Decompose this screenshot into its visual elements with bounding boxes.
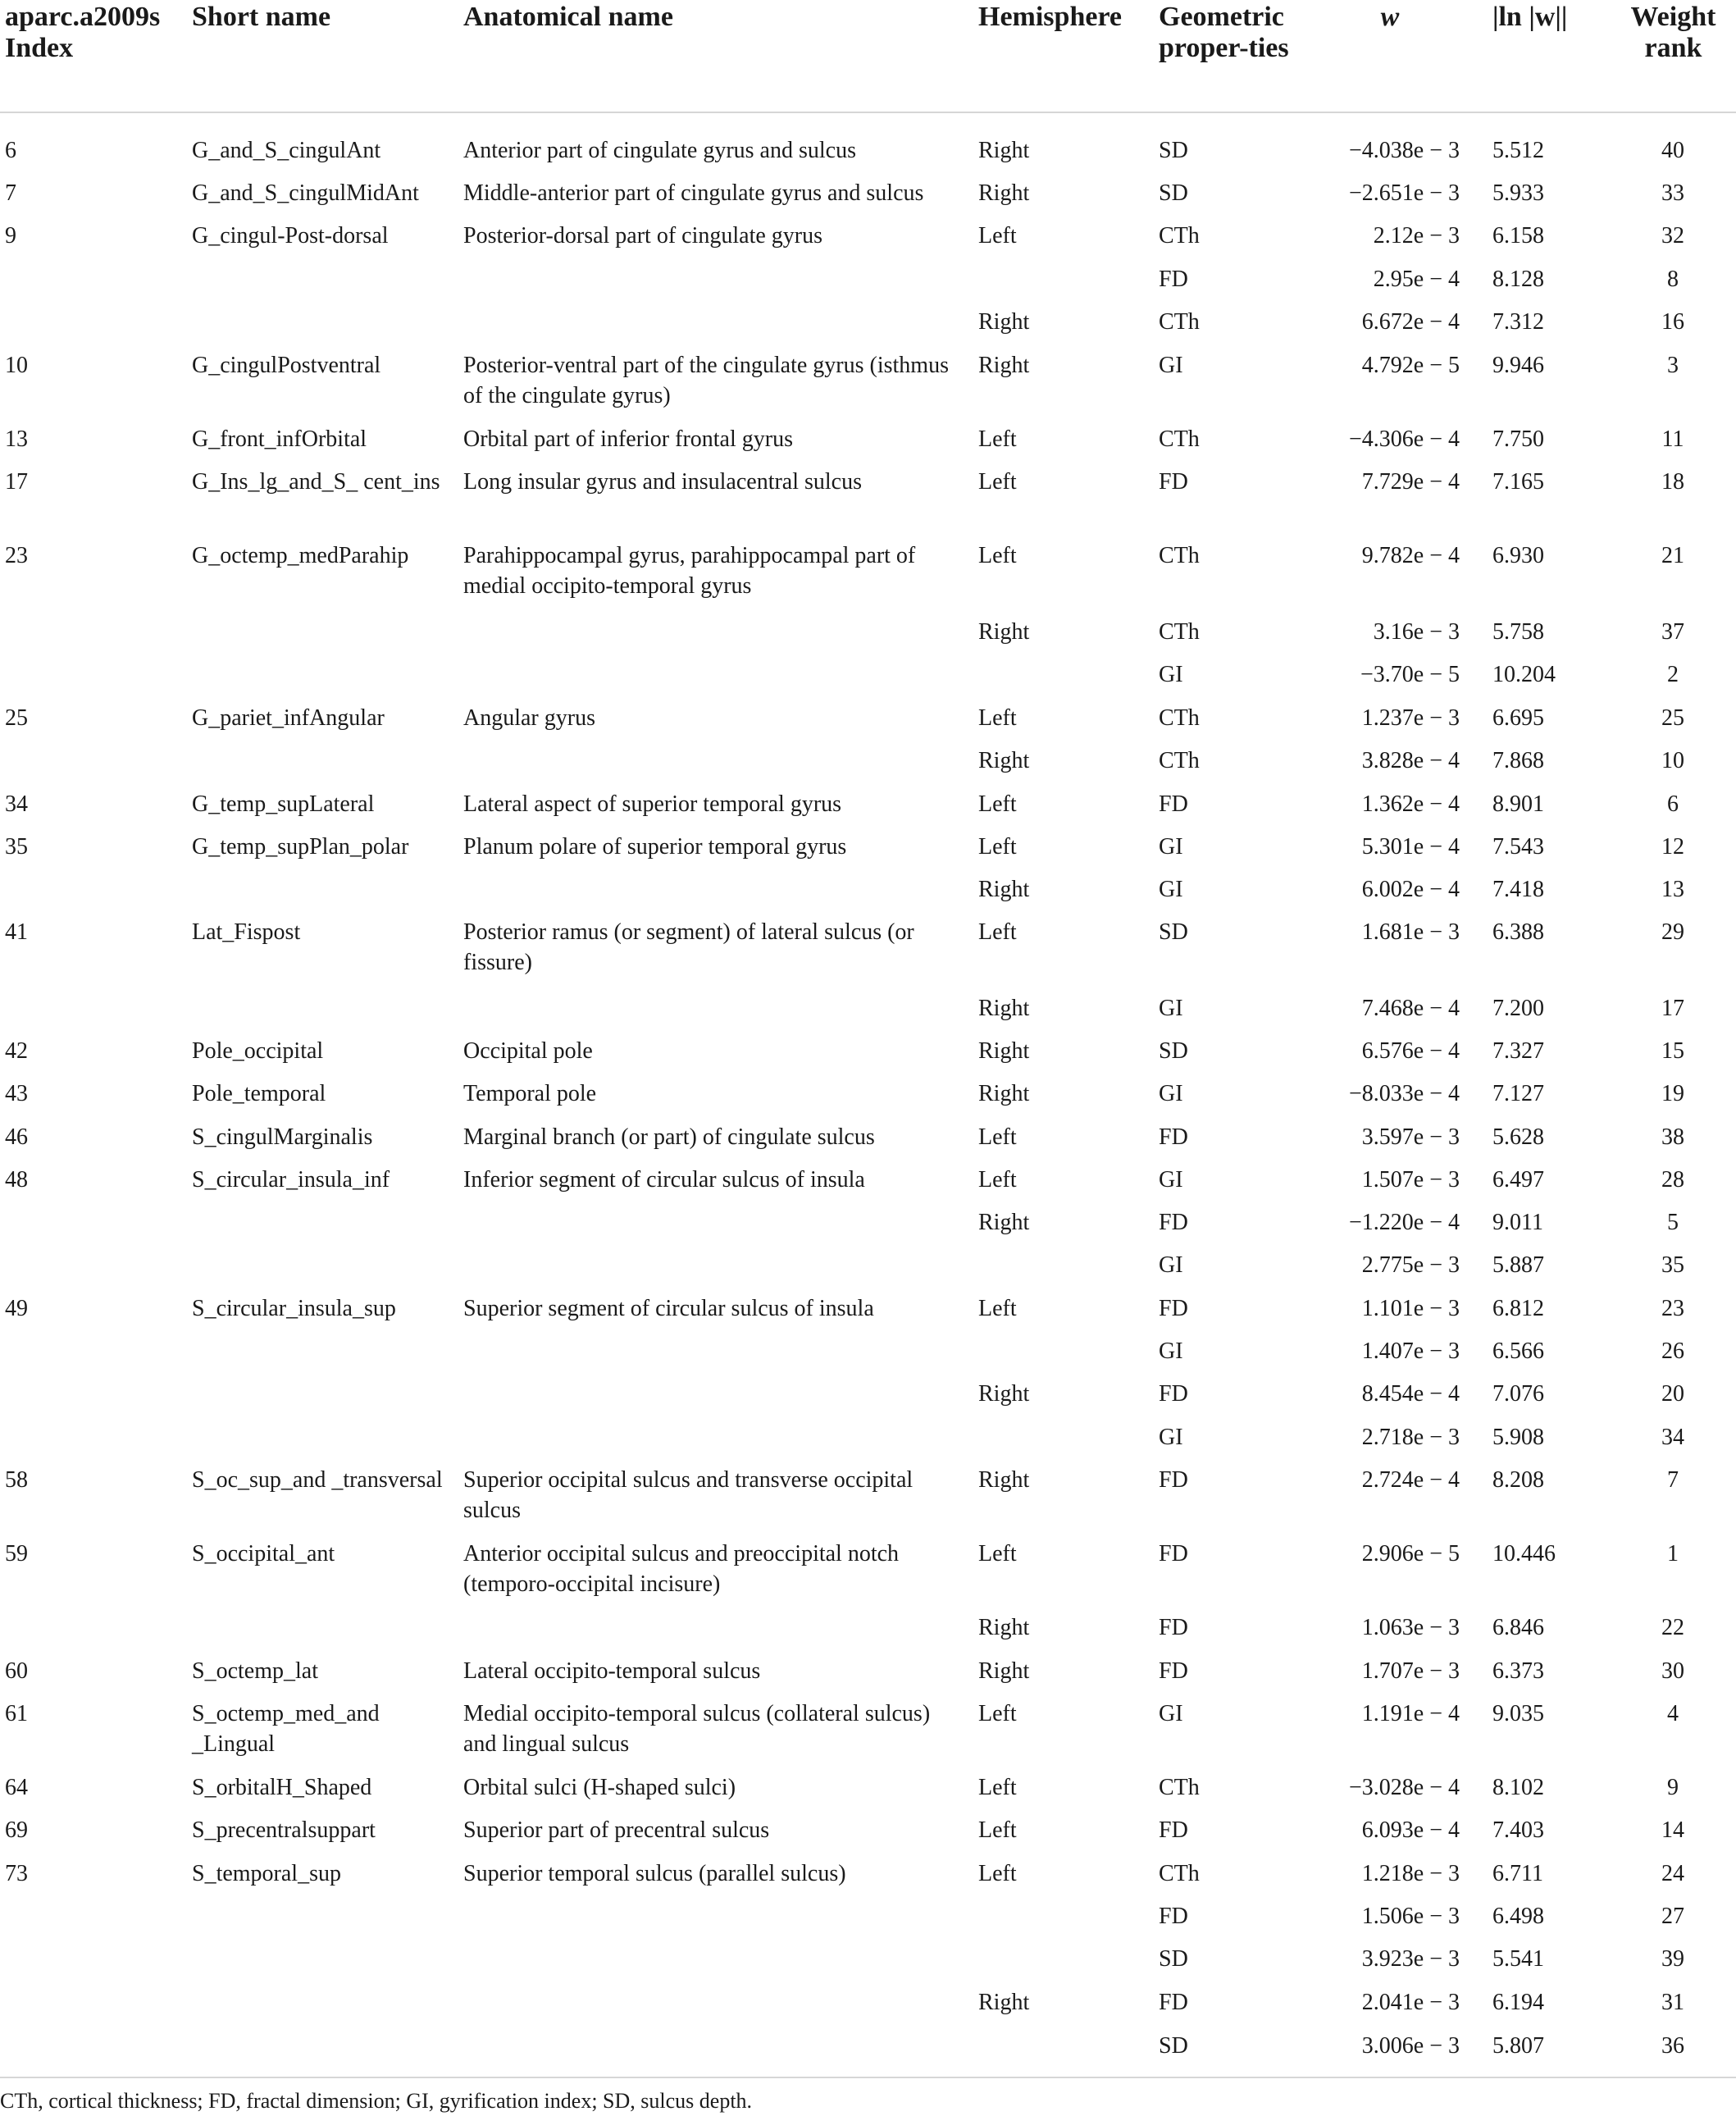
cell-short-name: S_temporal_sup <box>192 1861 341 1886</box>
cell-hemisphere: Left <box>978 469 1017 495</box>
cell-weight-rank: 18 <box>1661 469 1684 495</box>
cell-anatomical-name: Occipital pole <box>463 1038 593 1064</box>
cell-weight-rank: 21 <box>1661 543 1684 568</box>
cell-w: 1.101e − 3 <box>1361 1296 1460 1321</box>
cell-anatomical-name: Orbital sulci (H-shaped sulci) <box>463 1775 736 1800</box>
cell-ln-w: 6.388 <box>1492 919 1544 945</box>
cell-ln-w: 7.165 <box>1492 469 1544 495</box>
cell-geometric-property: FD <box>1159 1467 1188 1493</box>
cell-weight-rank: 12 <box>1661 834 1684 860</box>
cell-hemisphere: Right <box>978 180 1030 206</box>
cell-hemisphere: Right <box>978 138 1030 163</box>
cell-index: 23 <box>5 543 28 568</box>
cell-weight-rank: 24 <box>1661 1861 1684 1886</box>
cell-hemisphere: Right <box>978 353 1030 378</box>
cell-anatomical-name: Marginal branch (or part) of cingulate sulcus <box>463 1124 875 1150</box>
cell-w: 6.093e − 4 <box>1361 1817 1460 1843</box>
cell-anatomical-name: Posterior ramus (or segment) of lateral sulcus (or fissure) <box>463 919 914 975</box>
cell-hemisphere: Left <box>978 705 1017 731</box>
cell-ln-w: 7.200 <box>1492 996 1544 1021</box>
cell-short-name: G_pariet_infAngular <box>192 705 385 731</box>
header-short-name: Short name <box>192 2 331 32</box>
cell-geometric-property: CTh <box>1159 1861 1200 1886</box>
cell-short-name: S_oc_sup_and _transversal <box>192 1467 443 1493</box>
cell-hemisphere: Left <box>978 1296 1017 1321</box>
cell-weight-rank: 16 <box>1661 309 1684 335</box>
cell-w: −8.033e − 4 <box>1348 1081 1460 1106</box>
cell-w: 2.12e − 3 <box>1373 223 1460 249</box>
cell-w: 3.006e − 3 <box>1361 2033 1460 2059</box>
cell-ln-w: 7.418 <box>1492 877 1544 902</box>
cell-index: 7 <box>5 180 16 206</box>
cell-geometric-property: CTh <box>1159 619 1200 645</box>
cell-hemisphere: Left <box>978 543 1017 568</box>
cell-anatomical-name: Planum polare of superior temporal gyrus <box>463 834 847 860</box>
cell-ln-w: 6.373 <box>1492 1658 1544 1684</box>
cell-hemisphere: Right <box>978 1615 1030 1640</box>
cell-geometric-property: CTh <box>1159 223 1200 249</box>
cell-weight-rank: 15 <box>1661 1038 1684 1064</box>
cell-geometric-property: GI <box>1159 1167 1183 1193</box>
cell-hemisphere: Left <box>978 1817 1017 1843</box>
cell-geometric-property: FD <box>1159 1296 1188 1321</box>
cell-geometric-property: CTh <box>1159 426 1200 452</box>
cell-weight-rank: 10 <box>1661 748 1684 773</box>
cell-index: 25 <box>5 705 28 731</box>
header-weight-rank: Weight rank <box>1630 2 1716 63</box>
table-bottom-rule <box>0 2077 1736 2078</box>
cell-short-name: S_circular_insula_inf <box>192 1167 390 1193</box>
cell-hemisphere: Left <box>978 834 1017 860</box>
cell-short-name: Pole_occipital <box>192 1038 324 1064</box>
cell-short-name: S_octemp_lat <box>192 1658 318 1684</box>
cell-w: 7.468e − 4 <box>1361 996 1460 1021</box>
cell-index: 48 <box>5 1167 28 1193</box>
cell-ln-w: 9.011 <box>1492 1210 1543 1235</box>
cell-geometric-property: FD <box>1159 1615 1188 1640</box>
cell-w: −3.70e − 5 <box>1360 662 1460 687</box>
cell-anatomical-name: Orbital part of inferior frontal gyrus <box>463 426 793 452</box>
cell-geometric-property: GI <box>1159 996 1183 1021</box>
cell-short-name: G_cingulPostventral <box>192 353 381 378</box>
cell-hemisphere: Right <box>978 1038 1030 1064</box>
header-index: aparc.a2009s Index <box>5 2 161 63</box>
cell-ln-w: 8.901 <box>1492 791 1544 817</box>
cell-hemisphere: Right <box>978 1210 1030 1235</box>
cell-index: 41 <box>5 919 28 945</box>
cell-ln-w: 6.194 <box>1492 1990 1544 2015</box>
cell-hemisphere: Right <box>978 619 1030 645</box>
cell-geometric-property: FD <box>1159 1541 1188 1566</box>
cell-w: 2.775e − 3 <box>1361 1252 1460 1278</box>
cell-w: 3.597e − 3 <box>1361 1124 1460 1150</box>
cell-weight-rank: 8 <box>1667 267 1679 292</box>
cell-short-name: G_Ins_lg_and_S_ cent_ins <box>192 469 440 495</box>
cell-geometric-property: SD <box>1159 919 1188 945</box>
cell-ln-w: 5.512 <box>1492 138 1544 163</box>
cell-ln-w: 5.887 <box>1492 1252 1544 1278</box>
cell-w: 3.16e − 3 <box>1373 619 1460 645</box>
cell-w: 3.828e − 4 <box>1361 748 1460 773</box>
cell-hemisphere: Left <box>978 1775 1017 1800</box>
cell-hemisphere: Right <box>978 1467 1030 1493</box>
cell-geometric-property: FD <box>1159 1124 1188 1150</box>
cell-geometric-property: FD <box>1159 791 1188 817</box>
cell-weight-rank: 14 <box>1661 1817 1684 1843</box>
cell-anatomical-name: Middle-anterior part of cingulate gyrus and sulcus <box>463 180 924 206</box>
cell-geometric-property: FD <box>1159 469 1188 495</box>
cell-ln-w: 7.076 <box>1492 1381 1544 1407</box>
cell-weight-rank: 38 <box>1661 1124 1684 1150</box>
cell-w: 1.407e − 3 <box>1361 1338 1460 1364</box>
cell-hemisphere: Right <box>978 1081 1030 1106</box>
cell-weight-rank: 9 <box>1667 1775 1679 1800</box>
cell-index: 10 <box>5 353 28 378</box>
cell-weight-rank: 29 <box>1661 919 1684 945</box>
cell-ln-w: 5.933 <box>1492 180 1544 206</box>
cell-short-name: S_orbitalH_Shaped <box>192 1775 372 1800</box>
cell-short-name: S_circular_insula_sup <box>192 1296 396 1321</box>
cell-geometric-property: GI <box>1159 1252 1183 1278</box>
cell-geometric-property: GI <box>1159 1701 1183 1726</box>
cell-anatomical-name: Parahippocampal gyrus, parahippocampal part of medial occipito-temporal gyrus <box>463 543 916 599</box>
table-footnote: CTh, cortical thickness; FD, fractal dimension; GI, gyrification index; SD, sulcus depth. <box>0 2089 753 2113</box>
cell-weight-rank: 25 <box>1661 705 1684 731</box>
cell-anatomical-name: Superior occipital sulcus and transverse occipital sulcus <box>463 1467 914 1523</box>
cell-hemisphere: Left <box>978 791 1017 817</box>
cell-weight-rank: 5 <box>1667 1210 1679 1235</box>
cell-geometric-property: CTh <box>1159 748 1200 773</box>
cell-short-name: S_octemp_med_and _Lingual <box>192 1701 380 1757</box>
cell-ln-w: 7.403 <box>1492 1817 1544 1843</box>
cell-w: 2.906e − 5 <box>1361 1541 1460 1566</box>
cell-short-name: G_front_infOrbital <box>192 426 367 452</box>
cell-w: 1.063e − 3 <box>1361 1615 1460 1640</box>
cell-ln-w: 6.695 <box>1492 705 1544 731</box>
cell-ln-w: 7.750 <box>1492 426 1544 452</box>
cell-index: 64 <box>5 1775 28 1800</box>
cell-w: 9.782e − 4 <box>1361 543 1460 568</box>
cell-w: −4.306e − 4 <box>1348 426 1460 452</box>
cell-short-name: S_occipital_ant <box>192 1541 335 1566</box>
cell-hemisphere: Left <box>978 1861 1017 1886</box>
cell-ln-w: 6.566 <box>1492 1338 1544 1364</box>
cell-ln-w: 7.327 <box>1492 1038 1544 1064</box>
cell-w: 5.301e − 4 <box>1361 834 1460 860</box>
cell-short-name: G_and_S_cingulAnt <box>192 138 381 163</box>
cell-weight-rank: 27 <box>1661 1904 1684 1929</box>
header-geometric-properties: Geometric proper-ties <box>1159 2 1289 63</box>
cell-weight-rank: 37 <box>1661 619 1684 645</box>
cell-w: 2.95e − 4 <box>1373 267 1460 292</box>
cell-anatomical-name: Lateral occipito-temporal sulcus <box>463 1658 761 1684</box>
cell-index: 69 <box>5 1817 28 1843</box>
cell-geometric-property: GI <box>1159 877 1183 902</box>
cell-w: −1.220e − 4 <box>1348 1210 1460 1235</box>
cell-ln-w: 7.312 <box>1492 309 1544 335</box>
cell-short-name: Pole_temporal <box>192 1081 326 1106</box>
cell-weight-rank: 6 <box>1667 791 1679 817</box>
cell-hemisphere: Left <box>978 919 1017 945</box>
cell-weight-rank: 33 <box>1661 180 1684 206</box>
cell-geometric-property: CTh <box>1159 705 1200 731</box>
cell-weight-rank: 35 <box>1661 1252 1684 1278</box>
cell-anatomical-name: Angular gyrus <box>463 705 595 731</box>
cell-short-name: G_octemp_medParahip <box>192 543 409 568</box>
cell-anatomical-name: Anterior occipital sulcus and preoccipital notch (temporo-occipital incisure) <box>463 1541 900 1597</box>
cell-hemisphere: Right <box>978 877 1030 902</box>
cell-geometric-property: SD <box>1159 1038 1188 1064</box>
cell-geometric-property: GI <box>1159 1081 1183 1106</box>
cell-w: 1.362e − 4 <box>1361 791 1460 817</box>
cell-anatomical-name: Temporal pole <box>463 1081 597 1106</box>
cell-weight-rank: 11 <box>1661 426 1684 452</box>
cell-index: 6 <box>5 138 16 163</box>
cell-geometric-property: SD <box>1159 180 1188 206</box>
header-ln-w: |ln |w|| <box>1492 2 1568 32</box>
cell-geometric-property: SD <box>1159 138 1188 163</box>
cell-weight-rank: 19 <box>1661 1081 1684 1106</box>
cell-weight-rank: 30 <box>1661 1658 1684 1684</box>
cell-w: 1.681e − 3 <box>1361 919 1460 945</box>
cell-anatomical-name: Inferior segment of circular sulcus of insula <box>463 1167 865 1193</box>
cell-anatomical-name: Long insular gyrus and insulacentral sulcus <box>463 469 863 495</box>
cell-weight-rank: 7 <box>1667 1467 1679 1493</box>
cell-ln-w: 7.543 <box>1492 834 1544 860</box>
cell-ln-w: 9.946 <box>1492 353 1544 378</box>
cell-geometric-property: FD <box>1159 1817 1188 1843</box>
cell-weight-rank: 20 <box>1661 1381 1684 1407</box>
cell-geometric-property: FD <box>1159 1381 1188 1407</box>
cell-index: 73 <box>5 1861 28 1886</box>
cell-hemisphere: Left <box>978 1124 1017 1150</box>
cell-weight-rank: 36 <box>1661 2033 1684 2059</box>
cell-geometric-property: CTh <box>1159 543 1200 568</box>
cell-ln-w: 5.758 <box>1492 619 1544 645</box>
cell-ln-w: 5.908 <box>1492 1425 1544 1450</box>
cell-short-name: S_precentralsuppart <box>192 1817 376 1843</box>
cell-weight-rank: 17 <box>1661 996 1684 1021</box>
cell-hemisphere: Right <box>978 996 1030 1021</box>
cell-hemisphere: Left <box>978 426 1017 452</box>
cell-ln-w: 8.208 <box>1492 1467 1544 1493</box>
cell-short-name: S_cingulMarginalis <box>192 1124 373 1150</box>
cell-ln-w: 6.158 <box>1492 223 1544 249</box>
cell-weight-rank: 40 <box>1661 138 1684 163</box>
cell-weight-rank: 28 <box>1661 1167 1684 1193</box>
cell-ln-w: 10.204 <box>1492 662 1556 687</box>
cell-short-name: G_temp_supPlan_polar <box>192 834 409 860</box>
cell-weight-rank: 26 <box>1661 1338 1684 1364</box>
header-w: w <box>1380 2 1400 32</box>
cell-weight-rank: 34 <box>1661 1425 1684 1450</box>
cell-geometric-property: GI <box>1159 353 1183 378</box>
cell-w: 4.792e − 5 <box>1361 353 1460 378</box>
cell-index: 43 <box>5 1081 28 1106</box>
cell-anatomical-name: Lateral aspect of superior temporal gyrus <box>463 791 842 817</box>
cell-short-name: G_temp_supLateral <box>192 791 375 817</box>
cell-w: 2.724e − 4 <box>1361 1467 1460 1493</box>
cell-hemisphere: Right <box>978 1658 1030 1684</box>
cell-weight-rank: 4 <box>1667 1701 1679 1726</box>
cell-ln-w: 6.711 <box>1492 1861 1543 1886</box>
cell-w: 6.002e − 4 <box>1361 877 1460 902</box>
cell-hemisphere: Left <box>978 1701 1017 1726</box>
cell-ln-w: 8.102 <box>1492 1775 1544 1800</box>
cell-ln-w: 5.807 <box>1492 2033 1544 2059</box>
cell-hemisphere: Left <box>978 1167 1017 1193</box>
cell-index: 46 <box>5 1124 28 1150</box>
cell-w: −4.038e − 3 <box>1348 138 1460 163</box>
cell-weight-rank: 3 <box>1667 353 1679 378</box>
cell-w: 1.506e − 3 <box>1361 1904 1460 1929</box>
cell-w: −2.651e − 3 <box>1348 180 1460 206</box>
cell-anatomical-name: Posterior-dorsal part of cingulate gyrus <box>463 223 822 249</box>
cell-anatomical-name: Superior segment of circular sulcus of insula <box>463 1296 874 1321</box>
cell-w: 1.191e − 4 <box>1361 1701 1460 1726</box>
cell-index: 59 <box>5 1541 28 1566</box>
cell-w: 7.729e − 4 <box>1361 469 1460 495</box>
cell-ln-w: 9.035 <box>1492 1701 1544 1726</box>
cell-hemisphere: Right <box>978 1990 1030 2015</box>
cell-geometric-property: FD <box>1159 1210 1188 1235</box>
cell-geometric-property: FD <box>1159 1904 1188 1929</box>
cell-geometric-property: FD <box>1159 1658 1188 1684</box>
cell-w: 2.718e − 3 <box>1361 1425 1460 1450</box>
cell-ln-w: 8.128 <box>1492 267 1544 292</box>
cell-weight-rank: 1 <box>1667 1541 1679 1566</box>
cell-ln-w: 6.930 <box>1492 543 1544 568</box>
cell-ln-w: 7.868 <box>1492 748 1544 773</box>
cell-geometric-property: GI <box>1159 662 1183 687</box>
cell-geometric-property: GI <box>1159 1425 1183 1450</box>
cell-geometric-property: CTh <box>1159 1775 1200 1800</box>
cell-weight-rank: 23 <box>1661 1296 1684 1321</box>
cell-geometric-property: GI <box>1159 834 1183 860</box>
cell-geometric-property: SD <box>1159 1946 1188 1972</box>
cell-weight-rank: 13 <box>1661 877 1684 902</box>
cell-weight-rank: 31 <box>1661 1990 1684 2015</box>
cell-w: 1.218e − 3 <box>1361 1861 1460 1886</box>
cell-short-name: G_and_S_cingulMidAnt <box>192 180 419 206</box>
cell-ln-w: 6.812 <box>1492 1296 1544 1321</box>
cell-anatomical-name: Superior part of precentral sulcus <box>463 1817 770 1843</box>
cell-ln-w: 6.497 <box>1492 1167 1544 1193</box>
cell-weight-rank: 2 <box>1667 662 1679 687</box>
cell-geometric-property: FD <box>1159 1990 1188 2015</box>
cell-anatomical-name: Superior temporal sulcus (parallel sulcus) <box>463 1861 846 1886</box>
cell-geometric-property: GI <box>1159 1338 1183 1364</box>
cell-w: −3.028e − 4 <box>1348 1775 1460 1800</box>
cell-index: 17 <box>5 469 28 495</box>
cell-index: 42 <box>5 1038 28 1064</box>
cell-index: 49 <box>5 1296 28 1321</box>
cell-anatomical-name: Medial occipito-temporal sulcus (collateral sulcus) and lingual sulcus <box>463 1701 931 1757</box>
cell-weight-rank: 39 <box>1661 1946 1684 1972</box>
cell-hemisphere: Right <box>978 309 1030 335</box>
cell-ln-w: 7.127 <box>1492 1081 1544 1106</box>
cell-index: 61 <box>5 1701 28 1726</box>
cell-w: 6.672e − 4 <box>1361 309 1460 335</box>
cell-w: 1.237e − 3 <box>1361 705 1460 731</box>
cell-index: 35 <box>5 834 28 860</box>
header-hemisphere: Hemisphere <box>978 2 1123 32</box>
cell-w: 2.041e − 3 <box>1361 1990 1460 2015</box>
cell-short-name: Lat_Fispost <box>192 919 301 945</box>
cell-ln-w: 6.498 <box>1492 1904 1544 1929</box>
cell-index: 34 <box>5 791 28 817</box>
cell-geometric-property: CTh <box>1159 309 1200 335</box>
cell-index: 58 <box>5 1467 28 1493</box>
cell-weight-rank: 32 <box>1661 223 1684 249</box>
cell-hemisphere: Right <box>978 748 1030 773</box>
cell-anatomical-name: Posterior-ventral part of the cingulate gyrus (isthmus of the cingulate gyrus) <box>463 353 949 408</box>
cell-geometric-property: SD <box>1159 2033 1188 2059</box>
cell-w: 1.707e − 3 <box>1361 1658 1460 1684</box>
header-anatomical-name: Anatomical name <box>463 2 673 32</box>
cell-w: 1.507e − 3 <box>1361 1167 1460 1193</box>
cell-hemisphere: Left <box>978 1541 1017 1566</box>
cell-geometric-property: FD <box>1159 267 1188 292</box>
cell-ln-w: 5.541 <box>1492 1946 1544 1972</box>
cell-w: 8.454e − 4 <box>1361 1381 1460 1407</box>
cell-w: 3.923e − 3 <box>1361 1946 1460 1972</box>
cell-ln-w: 5.628 <box>1492 1124 1544 1150</box>
cell-index: 60 <box>5 1658 28 1684</box>
cell-w: 6.576e − 4 <box>1361 1038 1460 1064</box>
cell-ln-w: 6.846 <box>1492 1615 1544 1640</box>
cell-index: 13 <box>5 426 28 452</box>
cell-index: 9 <box>5 223 16 249</box>
cell-weight-rank: 22 <box>1661 1615 1684 1640</box>
cell-short-name: G_cingul-Post-dorsal <box>192 223 389 249</box>
cell-hemisphere: Right <box>978 1381 1030 1407</box>
cell-ln-w: 10.446 <box>1492 1541 1556 1566</box>
cell-anatomical-name: Anterior part of cingulate gyrus and sulcus <box>463 138 856 163</box>
cell-hemisphere: Left <box>978 223 1017 249</box>
